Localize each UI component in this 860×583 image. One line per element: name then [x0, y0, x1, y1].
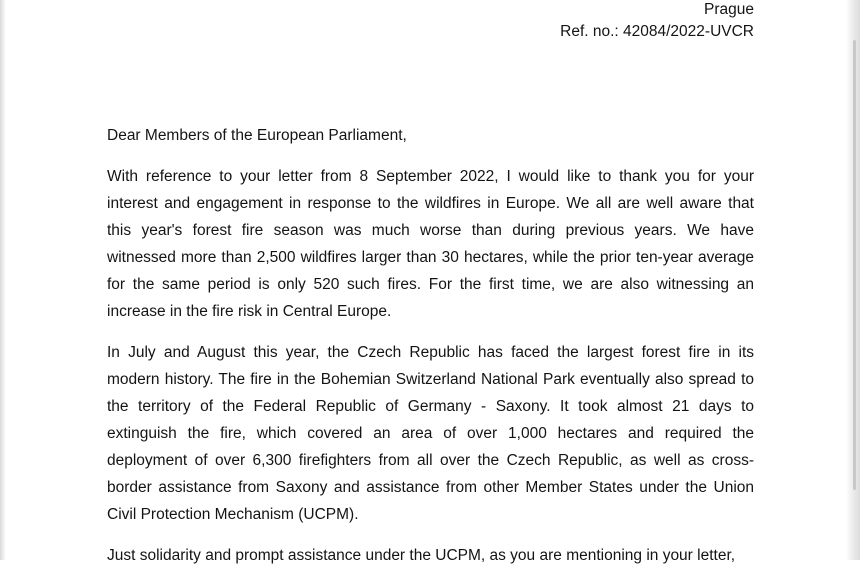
paragraph-line: interest and engagement in response to the wildfires in Europe. We all are well aware that [107, 195, 754, 212]
paragraph-line: increase in the fire risk in Central Europe. [107, 303, 392, 320]
paragraph-line: Civil Protection Mechanism (UCPM). [107, 506, 359, 523]
paragraph-line: modern history. The fire in the Bohemian Switzerland National Park eventually also spread to [107, 371, 754, 388]
page-left-edge [0, 0, 6, 560]
paragraph-2 [107, 339, 754, 528]
letter-header [560, 0, 754, 43]
paragraph-line: deployment of over 6,300 firefighters from all over the Czech Republic, as well as cross- [107, 452, 754, 469]
paragraph-line: border assistance from Saxony and assistance from other Member States under the Union [107, 479, 754, 496]
header-reference: Ref. no.: 42084/2022-UVCR [560, 23, 754, 40]
scrollbar-thumb[interactable] [853, 40, 856, 490]
paragraph-3-partial: Just solidarity and prompt assistance under the UCPM, as you are mentioning in your letter, [107, 547, 736, 564]
paragraph-line: the territory of the Federal Republic of Germany - Saxony. It took almost 21 days to [107, 398, 754, 415]
paragraph-line: this year's forest fire season was much worse than during previous years. We have [107, 222, 754, 239]
salutation: Dear Members of the European Parliament, [107, 127, 407, 144]
paragraph-line: With reference to your letter from 8 September 2022, I would like to thank you for your [107, 168, 754, 185]
paragraph-line: In July and August this year, the Czech Republic has faced the largest forest fire in its [107, 344, 754, 361]
header-city: Prague [704, 1, 754, 18]
paragraph-line: for the same period is only 520 such fires. For the first time, we are also witnessing an [107, 276, 754, 293]
paragraph-line: extinguish the fire, which covered an area of over 1,000 hectares and required the [107, 425, 754, 442]
paragraph-line: witnessed more than 2,500 wildfires larger than 30 hectares, while the prior ten-year average [107, 249, 754, 266]
paragraph-1 [107, 163, 754, 325]
letter-body [107, 122, 754, 583]
